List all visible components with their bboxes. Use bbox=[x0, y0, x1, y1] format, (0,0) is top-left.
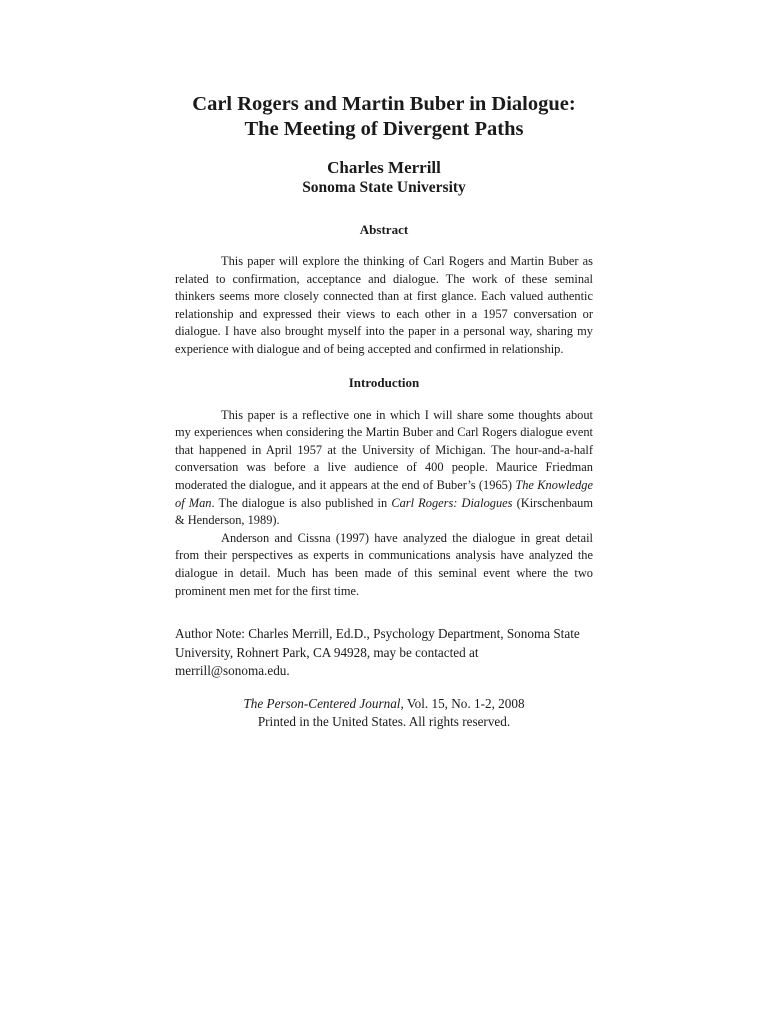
book-title-knowledge-of-man: The Knowledge of Man bbox=[175, 477, 593, 510]
author-note: Author Note: Charles Merrill, Ed.D., Psychology Department, Sonoma State University, Rohnert Park, CA 94928, may be contacted at merrill@sonoma.edu. bbox=[175, 626, 580, 679]
intro-p1-text-b: . The dialogue is also published in bbox=[211, 495, 392, 510]
intro-p1-text-c: (Kirschenbaum & Henderson, 1989). bbox=[175, 495, 594, 528]
paper-title bbox=[175, 92, 593, 142]
abstract-paragraph: This paper will explore the thinking of Carl Rogers and Martin Buber as related to confirmation, acceptance and dialogue. The work of these seminal thinkers seems more closely connected than at first glance. Each valued authentic relationship and expressed their views to each other in a 1957 conversation or dialogue. I have also brought myself into the paper in a personal way, sharing my experience with dialogue and of being accepted and confirmed in relationship. bbox=[175, 254, 593, 356]
introduction-heading: Introduction bbox=[348, 374, 420, 390]
abstract-heading: Abstract bbox=[359, 222, 409, 237]
title-line-2: The Meeting of Divergent Paths bbox=[244, 118, 524, 140]
author-affiliation: Sonoma State University bbox=[302, 179, 466, 196]
book-title-carl-rogers-dialogues: Carl Rogers: Dialogues bbox=[391, 495, 513, 510]
title-line-1: Carl Rogers and Martin Buber in Dialogue: bbox=[192, 93, 576, 115]
introduction-paragraph-1 bbox=[175, 407, 593, 530]
intro-p1-text-a: This paper is a reflective one in which I will share some thoughts about my experiences when considering the Martin Buber and Carl Rogers dialogue event that happened in April 1957 at the University of Michigan. The hour-and-a-half conversation was before a live audience of 400 people. Maurice Friedman moderated the dialogue, and it appears at the end of Buber’s (1965) bbox=[175, 407, 593, 492]
introduction-paragraph-2: Anderson and Cissna (1997) have analyzed the dialogue in great detail from their perspectives as experts in communications analysis have analyzed the dialogue in detail. Much has been made of this seminal event where the two prominent men met for the first time. bbox=[175, 530, 593, 598]
rights-notice: Printed in the United States. All rights reserved. bbox=[257, 714, 511, 730]
author-name: Charles Merrill bbox=[327, 158, 441, 177]
journal-issue: Vol. 15, No. 1-2, 2008 bbox=[403, 695, 525, 711]
paper-page bbox=[175, 92, 593, 732]
journal-name: The Person-Centered Journal, bbox=[243, 695, 404, 711]
journal-citation bbox=[175, 695, 593, 732]
